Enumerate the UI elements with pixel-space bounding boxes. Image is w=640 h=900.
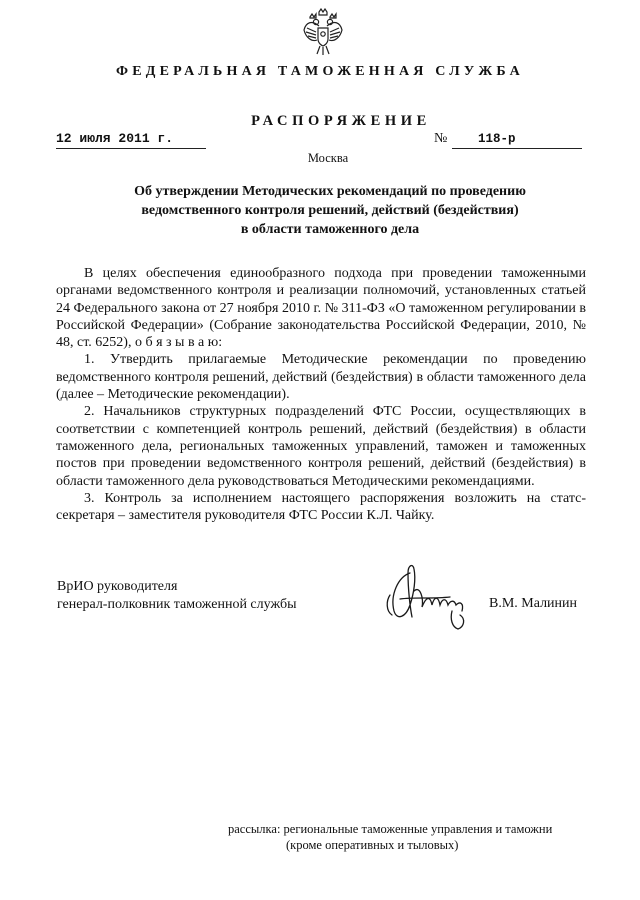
paragraph-item-1: 1. Утвердить прилагаемые Методические рекомендации по проведению ведомственного контроля решений, действий (бездействия) в области таможенного дела (далее – Методические рекомендации).	[56, 352, 586, 403]
document-title	[80, 182, 580, 239]
paragraph-item-2: 2. Начальников структурных подразделений ФТС России, осуществляющих в соответствии с компетенцией контроль решений, действий (бездействия) в области таможенного дела, региональных таможенных управлений, таможен и таможенных постов при проведении ведомственного контроля решений, действий (бездействия) в области таможенного дела руководствоваться Методическими рекомендациями.	[56, 404, 586, 489]
title-line: в области таможенного дела	[240, 222, 420, 237]
document-date: 12 июля 2011 г.	[56, 131, 174, 146]
title-line: ведомственного контроля решений, действий (бездействия)	[141, 203, 519, 218]
document-body	[56, 265, 586, 524]
signatory-name: В.М. Малинин	[489, 596, 578, 611]
signatory-role-line: генерал-полковник таможенной службы	[57, 596, 297, 612]
signatory-role	[57, 578, 296, 613]
date-underline	[56, 148, 206, 149]
distribution-line: (кроме оперативных и тыловых)	[286, 837, 459, 852]
distribution-line: рассылка: региональные таможенные управления и таможни	[228, 822, 553, 836]
distribution-list	[228, 822, 552, 853]
handwritten-signature	[380, 555, 490, 635]
title-line: Об утверждении Методических рекомендаций по проведению	[134, 184, 526, 199]
paragraph-item-3: 3. Контроль за исполнением настоящего распоряжения возложить на статс-секретаря – заместителя руководителя ФТС России К.Л. Чайку.	[56, 490, 586, 524]
agency-name: ФЕДЕРАЛЬНАЯ ТАМОЖЕННАЯ СЛУЖБА	[116, 64, 524, 79]
document-number: 118-р	[478, 132, 516, 146]
document-type: РАСПОРЯЖЕНИЕ	[251, 113, 431, 129]
number-underline	[452, 148, 582, 149]
signatory-role-line: ВрИО руководителя	[57, 579, 178, 594]
number-sign: №	[434, 131, 448, 146]
state-emblem-icon	[302, 8, 344, 56]
paragraph-intro: В целях обеспечения единообразного подхода при проведении таможенными органами ведомственного контроля и реализации полномочий, установленных статьей 24 Федерального закона от 27 ноября 2010 г. № 311-ФЗ «О таможенном регулировании в Российской Федерации» (Собрание законодательства Российской Федерации, 2010, № 48, ст. 6252), о б я з ы в а ю:	[56, 266, 586, 351]
document-city: Москва	[307, 151, 349, 165]
